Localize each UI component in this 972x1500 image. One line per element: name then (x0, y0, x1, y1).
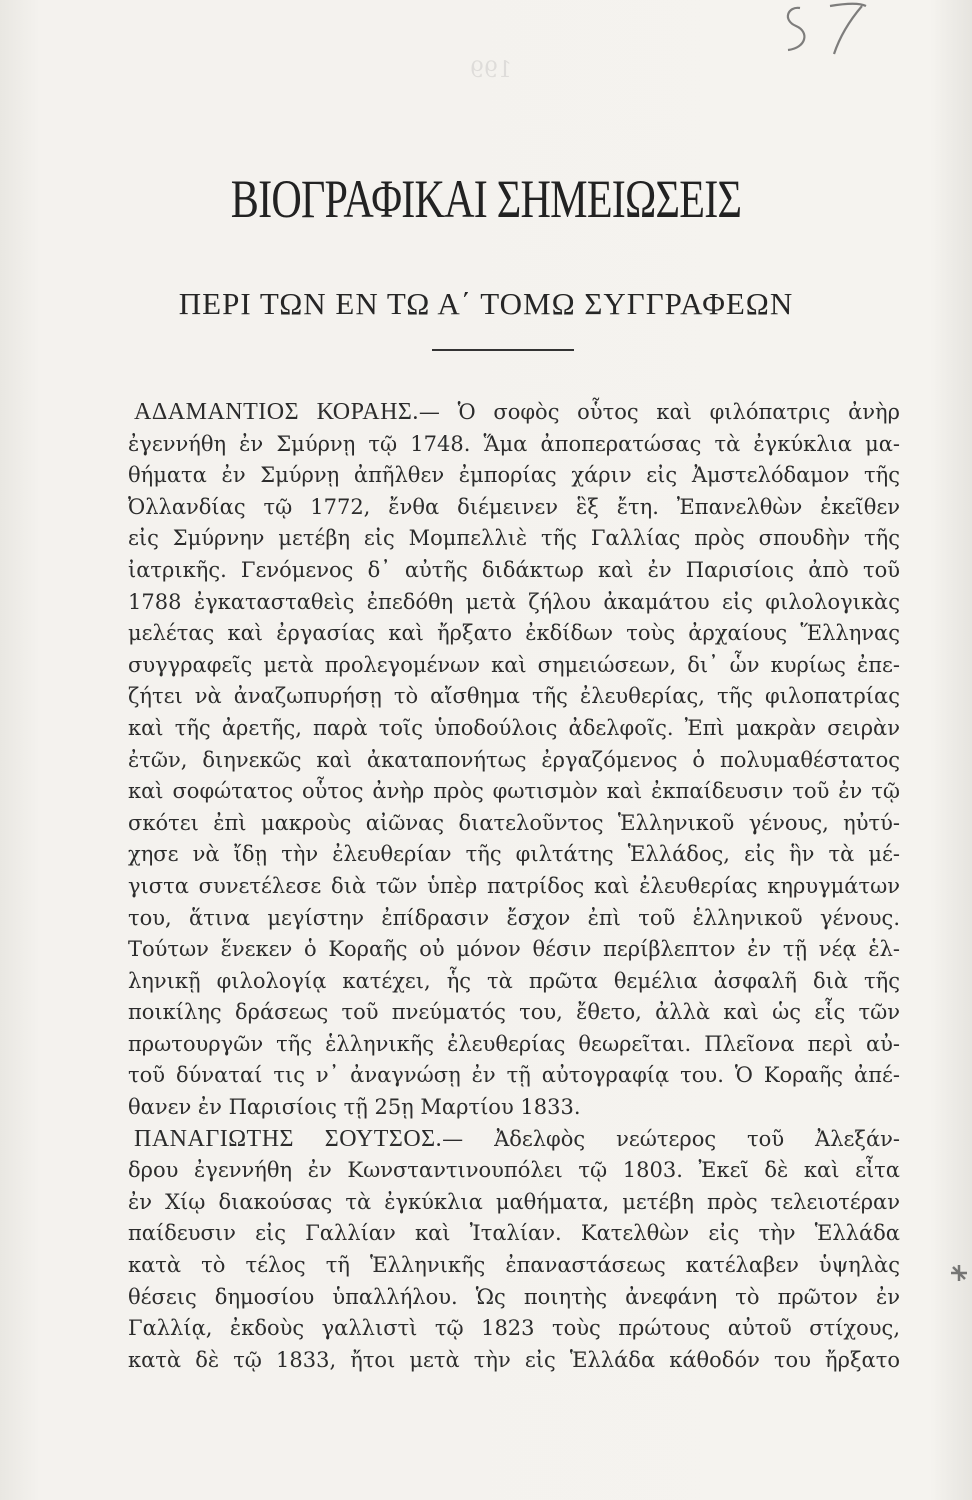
text-line: ζήτει νὰ ἀναζωπυρήσῃ τὸ αἴσθημα τῆς ἐλευθερίας, τῆς φιλοπατρίας (128, 684, 900, 709)
handwritten-page-mark (770, 0, 890, 60)
text-line: Γαλλίᾳ, ἐκδοὺς γαλλιστὶ τῷ 1823 τοὺς πρώτους αὐτοῦ στίχους, (128, 1316, 900, 1341)
text-line: χησε νὰ ἴδῃ τὴν ἐλευθερίαν τῆς φιλτάτης Ἑλλάδος, εἰς ἣν τὰ μέ- (128, 842, 900, 867)
text-line: 1788 ἐγκατασταθεὶς ἐπεδόθη μετὰ ζήλου ἀκαμάτου εἰς φιλολογικὰς (128, 589, 900, 614)
text-line: ἐν Χίῳ διακούσας τὰ ἐγκύκλια μαθήματα, μετέβη πρὸς τελειοτέραν (128, 1189, 900, 1214)
entry-heading-korais: ΑΔΑΜΑΝΤΙΟΣ ΚΟΡΑΗΣ. (134, 399, 419, 425)
text-line: θέσεις δημοσίου ὑπαλλήλου. Ὡς ποιητὴς ἀνεφάνη τὸ πρῶτον ἐν (128, 1284, 900, 1309)
text-line: θήματα ἐν Σμύρνῃ ἀπῆλθεν ἐμπορίας χάριν εἰς Ἀμστελόδαμον τῆς (128, 463, 900, 488)
text-line-content: — Ὁ σοφὸς οὗτος καὶ φιλόπατρις ἀνὴρ (418, 400, 900, 424)
text-line: θανεν ἐν Παρισίοις τῇ 25ῃ Μαρτίου 1833. (128, 1095, 581, 1120)
text-line: μελέτας καὶ ἐργασίας καὶ ἤρξατο ἐκδίδων τοὺς ἀρχαίους Ἕλληνας (128, 621, 900, 646)
text-line: πρωτουργῶν τῆς ἑλληνικῆς ἐλευθερίας θεωρεῖται. Πλεῖονα περὶ αὐ- (128, 1031, 900, 1056)
text-line: ἐτῶν, διηνεκῶς καὶ ἀκαταπονήτως ἐργαζόμενος ὁ πολυμαθέστατος (128, 747, 900, 772)
text-line: ἐγεννήθη ἐν Σμύρνῃ τῷ 1748. Ἅμα ἀποπερατώσας τὰ ἐγκύκλια μα- (128, 431, 900, 456)
entry-heading-soutsos: ΠΑΝΑΓΙΩΤΗΣ ΣΟΥΤΣΟΣ. (134, 1125, 443, 1152)
text-line: δρου ἐγεννήθη ἐν Κωνσταντινουπόλει τῷ 1803. Ἐκεῖ δὲ καὶ εἶτα (128, 1158, 900, 1183)
text-line: του, ἅτινα μεγίστην ἐπίδρασιν ἔσχον ἐπὶ τοῦ ἑλληνικοῦ γένους. (128, 905, 900, 930)
text-line: συγγραφεῖς μετὰ προλεγομένων καὶ σημειώσεων, δι᾿ ὧν κυρίως ἐπε- (128, 652, 900, 677)
text-line: Ὀλλανδίας τῷ 1772, ἔνθα διέμεινεν ἓξ ἔτη. Ἐπανελθὼν ἐκεῖθεν (128, 494, 900, 519)
text-line: γιστα συνετέλεσε διὰ τῶν ὑπὲρ πατρίδος καὶ ἐλευθερίας κηρυγμάτων (128, 873, 900, 898)
text-line (128, 397, 900, 429)
text-line: κατὰ τὸ τέλος τῆ Ἑλληνικῆς ἐπαναστάσεως κατέλαβεν ὑψηλὰς (128, 1253, 900, 1278)
margin-ink-mark (948, 1262, 970, 1284)
text-line: καὶ τῆς ἀρετῆς, παρὰ τοῖς ὑποδούλοις ἀδελφοῖς. Ἐπὶ μακρὰν σειρὰν (128, 715, 900, 740)
text-line: σκότει ἐπὶ μακροὺς αἰῶνας διατελοῦντος Ἑλληνικοῦ γένους, ηὐτύ- (128, 810, 900, 835)
text-line: εἰς Σμύρνην μετέβη εἰς Μομπελλιὲ τῆς Γαλλίας πρὸς σπουδὴν τῆς (128, 526, 900, 551)
text-line: Τούτων ἕνεκεν ὁ Κοραῆς οὐ μόνον θέσιν περίβλεπτον ἐν τῇ νέᾳ ἑλ- (128, 937, 900, 962)
show-through-page-number: 199 (470, 58, 512, 83)
text-line: ληνικῇ φιλολογίᾳ κατέχει, ἧς τὰ πρῶτα θεμέλια ἀσφαλῆ διὰ τῆς (128, 968, 900, 993)
title-divider (432, 349, 574, 351)
text-line: κατὰ δὲ τῷ 1833, ἤτοι μετὰ τὴν εἰς Ἑλλάδα κάθοδόν του ἤρξατο (128, 1347, 900, 1372)
page-subtitle: ΠΕΡΙ ΤΩΝ ΕΝ ΤΩ Α΄ ΤΟΜΩ ΣΥΓΓΡΑΦΕΩΝ (178, 286, 794, 321)
text-line (128, 1124, 900, 1156)
text-line: καὶ σοφώτατος οὗτος ἀνὴρ πρὸς φωτισμὸν καὶ ἐκπαίδευσιν τοῦ ἐν τῷ (128, 779, 900, 804)
body-text (128, 397, 900, 1376)
text-line: ἰατρικῆς. Γενόμενος δ᾿ αὐτῆς διδάκτωρ καὶ ἐν Παρισίοις ἀπὸ τοῦ (128, 557, 900, 582)
text-line: τοῦ δύναταί τις ν᾿ ἀναγνώσῃ ἐν τῇ αὐτογραφίᾳ του. Ὁ Κοραῆς ἀπέ- (128, 1063, 900, 1088)
page-title: ΒΙΟΓΡΑΦΙΚΑΙ ΣΗΜΕΙΩΣΕΙΣ (230, 169, 742, 229)
text-line: ποικίλης δράσεως τοῦ πνεύματός του, ἔθετο, ἀλλὰ καὶ ὡς εἷς τῶν (128, 1000, 900, 1025)
text-line: παίδευσιν εἰς Γαλλίαν καὶ Ἰταλίαν. Κατελθὼν εἰς τὴν Ἑλλάδα (128, 1221, 900, 1246)
text-line-content: — Ἀδελφὸς νεώτερος τοῦ Ἀλεξάν- (442, 1126, 900, 1151)
